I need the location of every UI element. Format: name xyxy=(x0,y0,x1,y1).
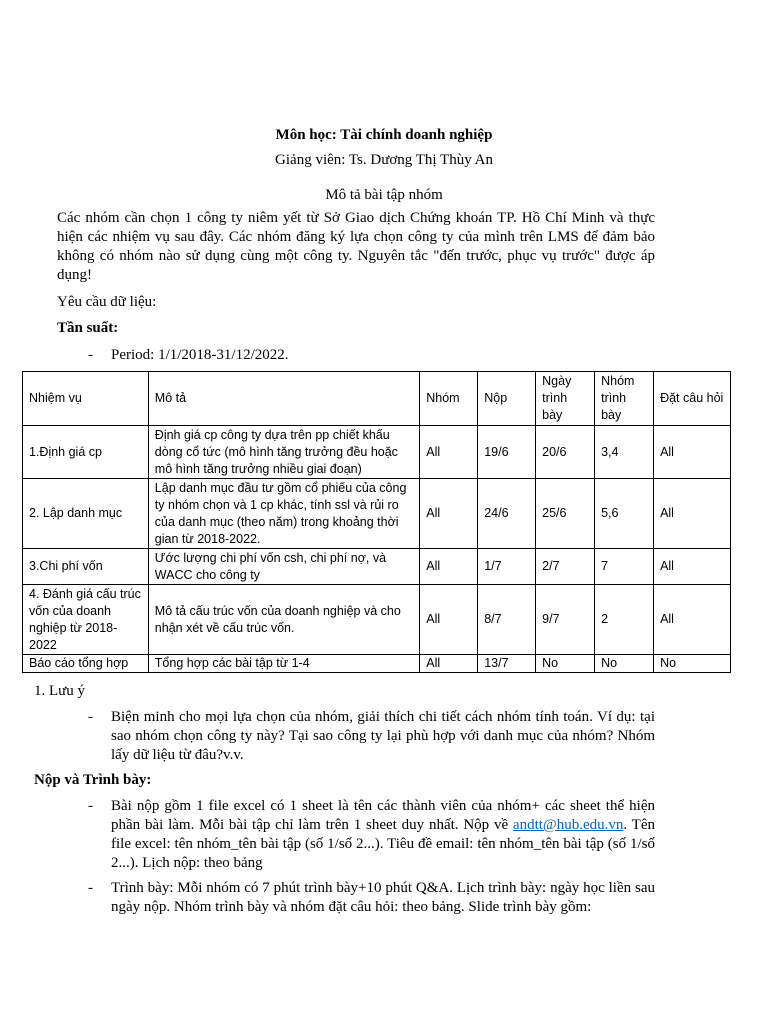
submission-bullet xyxy=(111,797,655,873)
bullet-dash: - xyxy=(88,709,93,725)
task-table xyxy=(22,371,731,673)
table-cell: All xyxy=(420,426,478,479)
table-cell: All xyxy=(420,479,478,549)
header-cell: Ngày trình bày xyxy=(536,372,595,426)
period-text: Period: 1/1/2018-31/12/2022. xyxy=(111,347,289,363)
header-cell: Nhóm xyxy=(420,372,478,426)
table-cell: 5,6 xyxy=(595,479,654,549)
table-cell: 4. Đánh giá cấu trúc vốn của doanh nghiệp từ 2018-2022 xyxy=(23,585,149,655)
header-cell: Nộp xyxy=(478,372,536,426)
table-row xyxy=(23,655,731,673)
table-cell: 2/7 xyxy=(536,549,595,585)
table-cell: Lập danh mục đầu tư gồm cổ phiếu của công ty nhóm chọn và 1 cp khác, tính ssl và rủi ro của danh mục (theo năm) trong khoảng thời gian từ 2018-2022. xyxy=(148,479,419,549)
table-cell: No xyxy=(654,655,731,673)
table-cell: All xyxy=(654,479,731,549)
submission-text: Bài nộp gồm 1 file excel có 1 sheet là tên các thành viên của nhóm+ các sheet thể hiện phần bài làm. Mỗi bài tập chỉ làm trên 1 sheet duy nhất. Nộp về xyxy=(111,798,655,833)
table-cell: 25/6 xyxy=(536,479,595,549)
table-cell: Mô tả cấu trúc vốn của doanh nghiệp và cho nhận xét về cấu trúc vốn. xyxy=(148,585,419,655)
table-cell: All xyxy=(654,585,731,655)
frequency-heading: Tần suất: xyxy=(57,320,119,336)
course-title: Môn học: Tài chính doanh nghiệp xyxy=(275,127,493,143)
table-cell: 9/7 xyxy=(536,585,595,655)
bullet-dash: - xyxy=(88,347,93,363)
table-cell: All xyxy=(654,549,731,585)
table-cell: Báo cáo tổng hợp xyxy=(23,655,149,673)
submit-heading: Nộp và Trình bày: xyxy=(34,772,152,788)
table-cell: All xyxy=(654,426,731,479)
table-cell: 20/6 xyxy=(536,426,595,479)
notes-heading: 1. Lưu ý xyxy=(34,683,86,699)
table-row xyxy=(23,549,731,585)
table-row xyxy=(23,426,731,479)
table-cell: 2 xyxy=(595,585,654,655)
assignment-subtitle: Mô tả bài tập nhóm xyxy=(325,187,443,203)
notes-text: Biện minh cho mọi lựa chọn của nhóm, giải thích chi tiết cách nhóm tính toán. Ví dụ: tại sao nhóm chọn công ty này? Tại sao công ty lại phù hợp với danh mục của nhóm? Nhóm lấy dữ liệu từ đâu?v.v. xyxy=(111,709,655,763)
submission-text-cont: . Tên file excel: tên nhóm_tên bài tập (số 1/số 2...). Tiêu đề email: tên nhóm_tên bài tập (số 1/số 2...). Lịch nộp: theo bảng xyxy=(111,817,655,871)
presentation-bullet: Trình bày: Mỗi nhóm có 7 phút trình bày+10 phút Q&A. Lịch trình bày: ngày học liền sau ngày nộp. Nhóm trình bày và nhóm đặt câu hỏi: theo bảng. Slide trình bày gồm: xyxy=(111,880,655,915)
table-cell: Tổng hợp các bài tập từ 1-4 xyxy=(148,655,419,673)
table-cell: 19/6 xyxy=(478,426,536,479)
table-cell: 7 xyxy=(595,549,654,585)
bullet-dash: - xyxy=(88,798,93,814)
table-cell: 2. Lập danh mục xyxy=(23,479,149,549)
table-cell: 3,4 xyxy=(595,426,654,479)
table-cell: 1/7 xyxy=(478,549,536,585)
header-cell: Đặt câu hỏi xyxy=(654,372,731,426)
table-row xyxy=(23,585,731,655)
table-cell: All xyxy=(420,655,478,673)
email-link[interactable]: andtt@hub.edu.vn xyxy=(512,817,624,833)
table-cell: All xyxy=(420,549,478,585)
table-cell: 3.Chi phí vốn xyxy=(23,549,149,585)
table-cell: All xyxy=(420,585,478,655)
table-cell: No xyxy=(595,655,654,673)
table-row xyxy=(23,479,731,549)
table-cell: 13/7 xyxy=(478,655,536,673)
data-requirement-label: Yêu cầu dữ liệu: xyxy=(57,294,157,310)
header-cell: Mô tả xyxy=(148,372,419,426)
table-cell: No xyxy=(536,655,595,673)
intro-paragraph: Các nhóm cần chọn 1 công ty niêm yết từ Sở Giao dịch Chứng khoán TP. Hồ Chí Minh và thực hiện các nhiệm vụ sau đây. Các nhóm đăng ký lựa chọn công ty của mình trên LMS để đảm bảo không có nhóm nào sử dụng cùng một công ty. Nguyên tắc "đến trước, phục vụ trước" được áp dụng! xyxy=(57,210,655,283)
lecturer-line: Giảng viên: Ts. Dương Thị Thùy An xyxy=(275,152,493,168)
header-cell: Nhiệm vụ xyxy=(23,372,149,426)
bullet-dash: - xyxy=(88,880,93,896)
header-cell: Nhóm trình bày xyxy=(595,372,654,426)
table-header-row xyxy=(23,372,731,426)
table-cell: Định giá cp công ty dựa trên pp chiết khấu dòng cổ tức (mô hình tăng trưởng đều hoặc mô hình tăng trưởng nhiều giai đoạn) xyxy=(148,426,419,479)
table-cell: 24/6 xyxy=(478,479,536,549)
table-cell: 1.Định giá cp xyxy=(23,426,149,479)
table-cell: Ước lượng chi phí vốn csh, chi phí nợ, và WACC cho công ty xyxy=(148,549,419,585)
table-cell: 8/7 xyxy=(478,585,536,655)
